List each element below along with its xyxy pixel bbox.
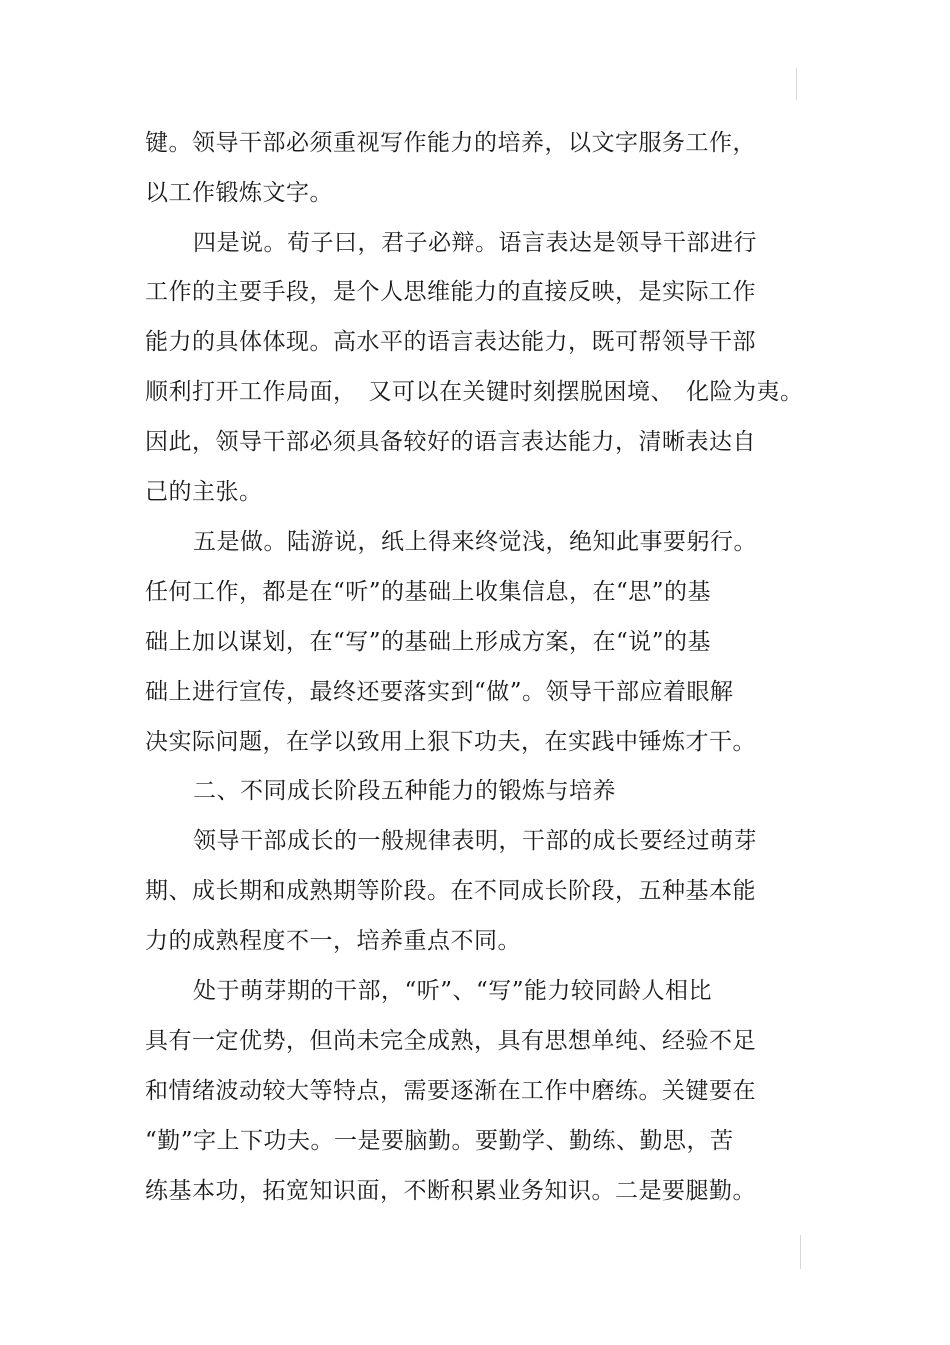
text-line: 因此，领导干部必须具备较好的语言表达能力，清晰表达自 [145,429,756,455]
text-line: 键。领导干部必须重视写作能力的培养，以文字服务工作， [145,130,756,156]
text-line: 础上加以谋划，在“写”的基础上形成方案，在“说”的基 [145,629,712,655]
text-line: 能力的具体体现。高水平的语言表达能力，既可帮领导干部 [145,329,756,355]
text-line: 决实际问题，在学以致用上狠下功夫，在实践中锤炼才干。 [145,729,756,755]
text-line: 期、成长期和成熟期等阶段。在不同成长阶段，五种基本能 [145,878,756,904]
text-line: 顺利打开工作局面， 又可以在关键时刻摆脱困境、 化险为夷。 [145,379,804,405]
text-line: 具有一定优势，但尚未完全成熟，具有思想单纯、经验不足 [145,1028,756,1054]
text-line: 以工作锻炼文字。 [145,180,333,206]
text-line: 工作的主要手段，是个人思维能力的直接反映，是实际工作 [145,279,756,305]
paragraph-start-line: 五是做。陆游说，纸上得来终觉浅，绝知此事要躬行。 [193,529,757,555]
text-line: 础上进行宣传，最终还要落实到“做”。领导干部应着眼解 [145,679,734,705]
top-right-margin-mark [796,68,797,100]
bottom-right-margin-mark [800,1235,801,1269]
text-line: 任何工作，都是在“听”的基础上收集信息，在“思”的基 [145,579,712,605]
text-line: 己的主张。 [145,479,263,505]
text-line: 力的成熟程度不一，培养重点不同。 [145,928,521,954]
paragraph-start-line: 四是说。荀子曰，君子必辩。语言表达是领导干部进行 [193,230,757,256]
text-line: “勤”字上下功夫。一是要脑勤。要勤学、勤练、勤思，苦 [145,1128,734,1154]
text-line: 和情绪波动较大等特点，需要逐渐在工作中磨练。关键要在 [145,1078,756,1104]
text-line: 练基本功，拓宽知识面，不断积累业务知识。二是要腿勤。 [145,1178,756,1204]
paragraph-start-line: 处于萌芽期的干部，“听”、“写”能力较同龄人相比 [193,978,713,1004]
section-heading: 二、不同成长阶段五种能力的锻炼与培养 [193,778,616,804]
paragraph-start-line: 领导干部成长的一般规律表明，干部的成长要经过萌芽 [193,828,757,854]
